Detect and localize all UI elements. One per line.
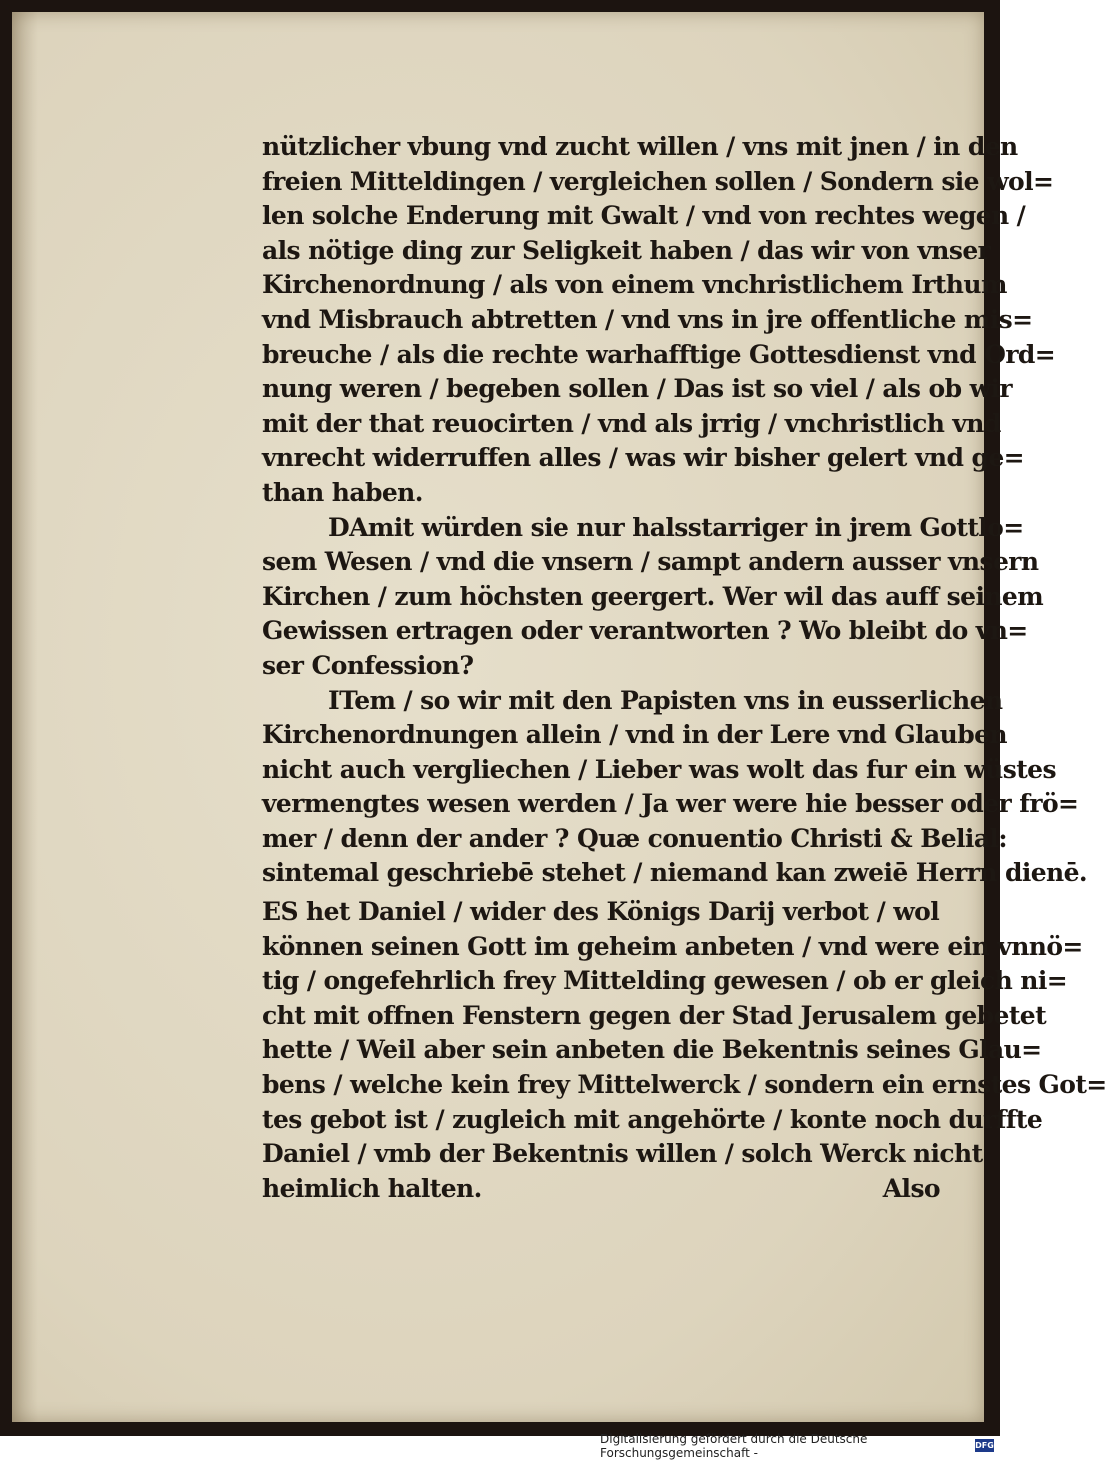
book-page	[12, 12, 1107, 1422]
text-line: mit der that reuocirten / vnd als jrrig / vnchristlich vnd	[262, 408, 1001, 438]
text-line: len solche Enderung mit Gwalt / vnd von rechtes wegen /	[262, 201, 1026, 231]
catchword: Also	[882, 1173, 940, 1203]
last-text-line	[262, 1172, 952, 1207]
text-line: vermengtes wesen werden / Ja wer were hie besser oder frö=	[262, 789, 1079, 819]
text-line: Kirchenordnungen allein / vnd in der Lere vnd Glauben	[262, 720, 1007, 750]
text-line: vnrecht widerruffen alles / was wir bisher gelert vnd ge=	[262, 443, 1024, 473]
text-line: cht mit offnen Fenstern gegen der Stad Jerusalem gebetet	[262, 1000, 1047, 1030]
text-line: nicht auch vergliechen / Lieber was wolt das fur ein wüstes	[262, 754, 1056, 784]
text-line: Daniel / vmb der Bekentnis willen / solch Werck nicht	[262, 1139, 983, 1169]
closing-text: heimlich halten.	[262, 1173, 482, 1203]
text-line: breuche / als die rechte warhafftige Gottesdienst vnd Ord=	[262, 339, 1056, 369]
text-line: hette / Weil aber sein anbeten die Bekentnis seines Glau=	[262, 1035, 1042, 1065]
paragraph-start-line: ES het Daniel / wider des Königs Darij verbot / wol	[262, 897, 940, 927]
text-line: können seinen Gott im geheim anbeten / vnd were ein vnnö=	[262, 931, 1083, 961]
text-line: ser Confession?	[262, 650, 474, 680]
dfg-logo: DFG	[975, 1441, 994, 1450]
text-line: als nötige ding zur Seligkeit haben / das wir von vnser	[262, 235, 991, 265]
footer-bar	[600, 1431, 1000, 1460]
text-line: tig / ongefehrlich frey Mittelding gewesen / ob er gleich ni=	[262, 966, 1068, 996]
text-line: nung weren / begeben sollen / Das ist so viel / als ob wir	[262, 374, 1012, 404]
text-line: than haben.	[262, 477, 423, 507]
paragraph-start-line: ITem / so wir mit den Papisten vns in eusserlichen	[328, 685, 1003, 715]
text-line: freien Mitteldingen / vergleichen sollen / Sondern sie wol=	[262, 166, 1054, 196]
text-line: sintemal geschriebē stehet / niemand kan zweiē Herrn dienē.	[262, 858, 1088, 888]
text-line: vnd Misbrauch abtretten / vnd vns in jre offentliche mis=	[262, 304, 1033, 334]
text-line: tes gebot ist / zugleich mit angehörte / konte noch durffte	[262, 1104, 1043, 1134]
text-line: bens / welche kein frey Mittelwerck / sondern ein ernstes Got=	[262, 1070, 1107, 1100]
text-line: nützlicher vbung vnd zucht willen / vns mit jnen / in den	[262, 132, 1018, 161]
text-line: Gewissen ertragen oder verantworten ? Wo bleibt do vn=	[262, 616, 1028, 646]
text-line: Kirchen / zum höchsten geergert. Wer wil das auff seinem	[262, 581, 1044, 611]
funding-credit: Digitalisierung gefördert durch die Deutsche Forschungsgemeinschaft -	[600, 1431, 868, 1460]
page-text	[262, 130, 1107, 1206]
paragraph-start-line: DAmit würden sie nur halsstarriger in jrem Gottlo=	[328, 512, 1024, 542]
text-line: Kirchenordnung / als von einem vnchristlichem Irthum	[262, 270, 1007, 300]
text-line: sem Wesen / vnd die vnsern / sampt andern ausser vnsern	[262, 547, 1039, 577]
text-line: mer / denn der ander ? Quæ conuentio Christi & Belial:	[262, 823, 1007, 853]
